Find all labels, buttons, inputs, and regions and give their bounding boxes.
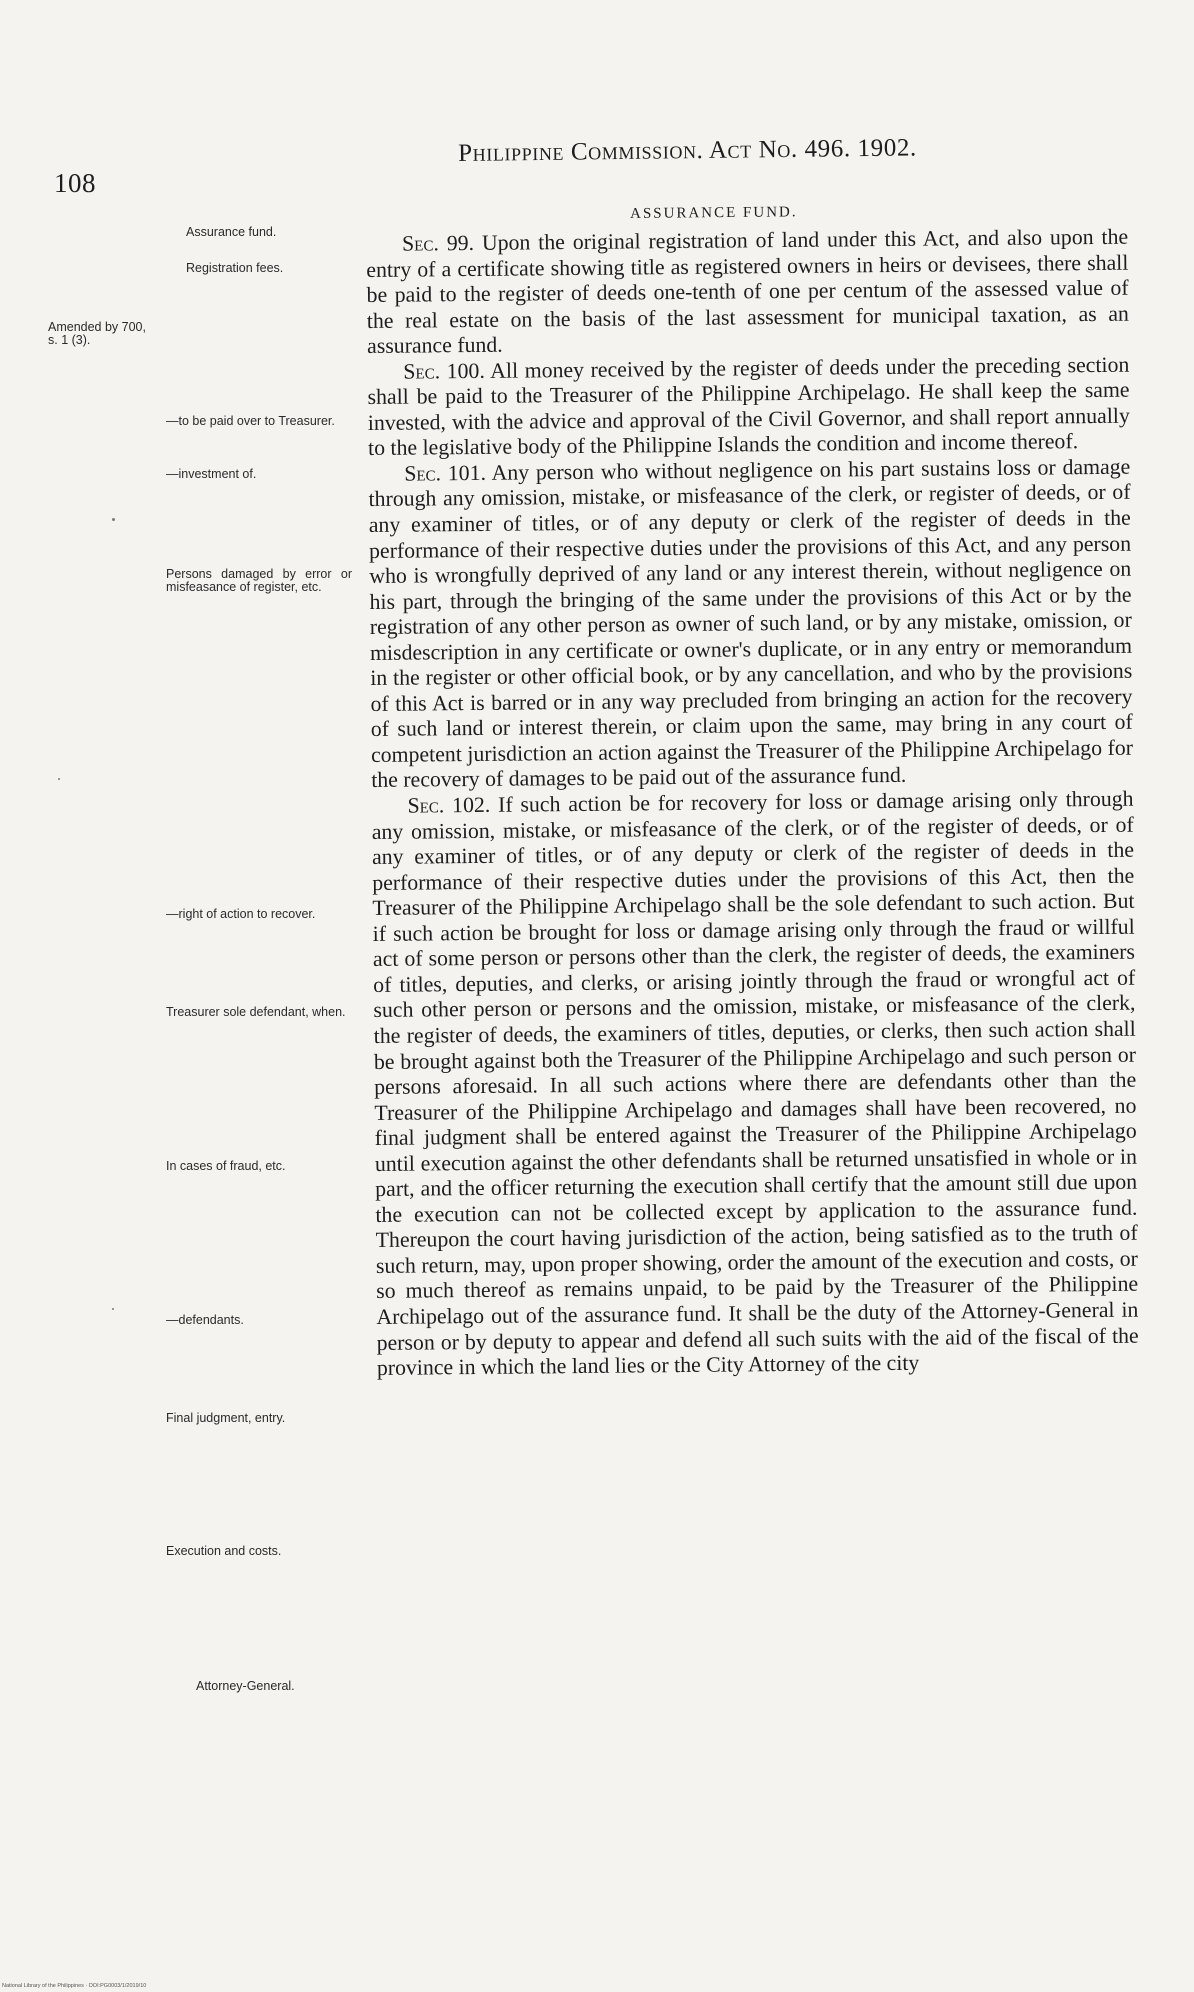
- margin-note-execution: Execution and costs.: [166, 1544, 282, 1558]
- margin-note-attorney-general: Attorney-General.: [196, 1679, 295, 1693]
- margin-note-cases-of-fraud: In cases of fraud, etc.: [166, 1159, 286, 1173]
- page-number: 108: [54, 168, 96, 198]
- scan-speck: [58, 778, 60, 780]
- section-text: Any person who without negligence on his part sustains loss or damage through any omission, mistake, or misfeasance of the clerk, or register of deeds, or of any examiner of titles, or of any deputy or clerk of the register of deeds in the performance of their respective duties under the provisions of this Act, and any person who is wrongfully deprived of any land or any interest therein, without negligence on his part, through the bringing of the same under the provisions of this Act or by the registration of any other person as owner of such land, or by any mistake, omission, or misdescription in any certificate or owner's duplicate, or in any entry or memorandum in the register or other official book, or by any cancellation, and who by the provisions of this Act is barred or in any way precluded from bringing an action for the recovery of such land or interest therein, or claim upon the same, may bring in any court of competent jurisdiction an action against the Treasurer of the Philippine Archipelago for the recovery of damages to be paid out of the assurance fund.: [368, 454, 1134, 793]
- margin-note-right-of-action: —right of action to recover.: [166, 907, 316, 921]
- margin-note-assurance-fund: Assurance fund.: [186, 225, 277, 239]
- scan-speck: [112, 1308, 114, 1310]
- section-label: Sec. 100.: [403, 358, 485, 384]
- margin-note-defendants: —defendants.: [166, 1313, 244, 1327]
- margin-note-amended: Amended by 700, s. 1 (3).: [48, 320, 146, 347]
- margin-note-paid-over: —to be paid over to Treasurer.: [166, 414, 335, 428]
- section-title: ASSURANCE FUND.: [630, 204, 798, 222]
- body-text: [366, 225, 1139, 1382]
- margin-note-treasurer-sole: Treasurer sole defendant, when.: [166, 1005, 346, 1019]
- margin-note-investment: —investment of.: [166, 467, 257, 481]
- margin-note-registration-fees: Registration fees.: [186, 261, 284, 275]
- margin-note-final-judgment: Final judgment, entry.: [166, 1411, 286, 1425]
- section-100: [367, 352, 1130, 461]
- section-label: Sec. 102.: [407, 792, 491, 818]
- section-text: All money received by the register of deeds under the preceding section shall be paid to the Treasurer of the Philippine Archipelago. He shall keep the same invested, with the advice and approval of the Civil Governor, and shall report annually to the legislative body of the Philippine Islands the condition and income thereof.: [367, 352, 1130, 461]
- scan-footer: National Library of the Philippines · DOI:PG0003/1/2019/10: [2, 1983, 147, 1989]
- section-label: Sec. 101.: [404, 460, 487, 486]
- margin-note-persons-damaged: Persons damaged by error or misfeasance of register, etc.: [166, 567, 352, 594]
- section-99: [366, 225, 1129, 360]
- section-101: [368, 455, 1133, 794]
- section-102: [371, 787, 1139, 1382]
- running-head: Philippine Commission. Act No. 496. 1902.: [458, 134, 917, 167]
- section-text: If such action be for recovery for loss or damage arising only through any omission, mistake, or misfeasance of the clerk, or of the register of deeds, or of any examiner of titles, or of any deputy or clerk of the register of deeds in the performance of their respective duties under the provisions of this Act, then the Treasurer of the Philippine Archipelago shall be the sole defendant to such action. But if such action be brought for loss or damage arising only through the fraud or willful act of some person or persons other than the clerk, the register of deeds, the examiners of titles, deputies, and clerks, or arising jointly through the fraud or wrongful act of such other person or persons and the omission, mistake, or misfeasance of the clerk, the register of deeds, the examiners of titles, deputies, or clerks, then such action shall be brought against both the Treasurer of the Philippine Archipelago and such person or persons aforesaid. In all such actions where there are defendants other than the Treasurer of the Philippine Archipelago and damages shall have been recovered, no final judgment shall be entered against the Treasurer of the Philippine Archipelago until execution against the other defendants shall be returned unsatisfied in whole or in part, and the officer returning the execution shall certify that the amount still due upon the execution can not be collected except by application to the assurance fund. Thereupon the court having jurisdiction of the action, being satisfied as to the truth of such return, may, upon proper showing, order the amount of the execution and costs, or so much thereof as remains unpaid, to be paid by the Treasurer of the Philippine Archipelago out of the assurance fund. It shall be the duty of the Attorney-General in person or by deputy to appear and defend all such suits with the aid of the fiscal of the province in which the land lies or the City Attorney of the city: [371, 786, 1139, 1381]
- section-text: Upon the original registration of land under this Act, and also upon the entry of a certificate showing title as registered owners in heirs or devisees, there shall be paid to the register of deeds one-tenth of one per centum of the assessed value of the real estate on the basis of the last assessment for municipal taxation, as an assurance fund.: [366, 224, 1129, 359]
- scan-speck: [112, 518, 115, 521]
- section-label: Sec. 99.: [401, 230, 475, 256]
